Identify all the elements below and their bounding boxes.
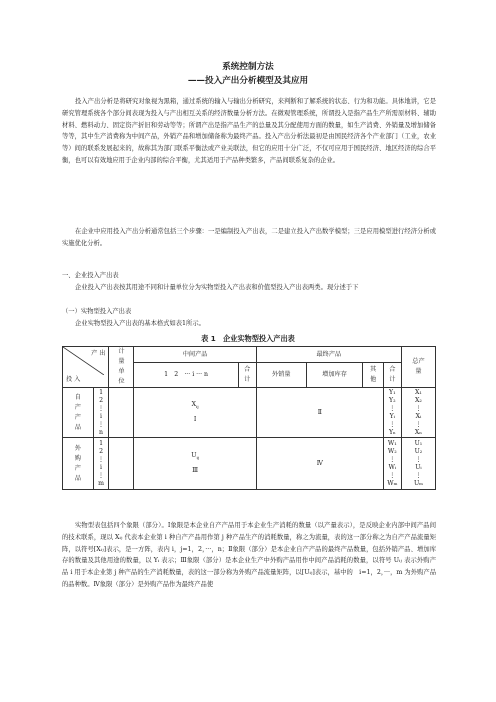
other-header: 其他 [363,363,383,388]
intro-paragraph-2: 在企业中应用投入产出分析通常包括三个步骤：一是编制投入产出表，二是建立投入产出数学模型；三是应用模型进行经济分析或实施优化分析。 [62,228,436,247]
total-output-own: X₁ X₂ ⋮ Xᵢ ⋮ Xₙ [401,388,435,438]
final-products-purchased: W₁ W₂ ⋮ Wᵢ ⋮ Wₘ [383,438,401,490]
unit-cell-own [109,388,134,438]
page-subtitle: ——投入产出分析模型及其应用 [187,76,309,86]
quadrant-2: Ⅱ [256,388,383,438]
subsection-paragraph: 企业实物型投入产出表的基本格式如表1所示。 [75,320,205,327]
intermediate-columns: 1 2 ··· i ··· n [134,363,238,388]
quadrant-3: $U_{ij}$ Ⅲ [134,438,256,490]
total-header: 总产量 [401,347,435,388]
page-title: 系统控制方法 [222,62,274,72]
intermediate-subtotal: 合计 [238,363,256,388]
section-paragraph: 企业投入产出表按其用途不同和计量单位分为实物型投入产出表和价值型投入产出表两类。现分述于下 [75,284,359,291]
final-products-own: Y₁ Y₂ ⋮ Yᵢ ⋮ Yₙ [383,388,401,438]
unit-header: 计量单位 [109,347,134,388]
section-heading: 一、企业投入产出表 [62,272,119,279]
final-header: 最终产品 [256,347,401,363]
group-label-purchased: 外购产品 [63,438,94,490]
total-output-purchased: U₁ U₂ ⋮ Uᵢ ⋮ Uₘ [401,438,435,490]
row-index-purchased: 1 2 ⋮ i ⋮ m [93,438,109,490]
unit-cell-purchased [109,438,134,490]
quadrant-1: $X_{ij}$ Ⅰ [134,388,256,438]
subsection-heading: （一）实物型投入产出表 [62,308,132,315]
group-label-own: 自产产品 [63,388,94,438]
intro-paragraph-1: 投入产出分析是将研究对象视为黑箱，通过系统的输入与输出分析研究，来判断和了解系统的状态、行为和功能。具体地讲，它是研究管理系统各个部分间表现为投入与产出相互关系的经济数量分析方法。在微观管理系统，所谓投入是指产品生产所需原材料、辅助材料、燃料动力、固定资产折旧和劳动等等；所谓产出是指产品生产的总量及其分配使用方面的数量，如生产消费、外销量及增加储备等等，其中生产消费称为中间产品，外销产品和增加储备称为最终产品。投入产出分析法最初是由国民经济各个产业部门（工业，农业等）间的联系发展起来的，故称其为部门联系平衡法或产业关联法，但它的应用十分广泛，不仅可应用于国民经济、地区经济的综合平衡，也可以有效地应用于企业内部的综合平衡，尤其适用于产品种类繁多，产品间联系复杂的企业。 [62,98,436,164]
corner-input-label: 投 入 [66,376,81,383]
stock-header: 增加库存 [306,363,363,388]
final-subtotal: 合计 [383,363,401,388]
quadrant-explanation: 实物型表包括四个象限（部分）。Ⅰ象限是本企业自产产品用于本企业生产消耗的数量（以产量表示），是反映企业内部中间产品间的技术联系，现以 Xᵢⱼ 代表本企业第 i 种自产产品用作第 j 种产品生产的消耗数量，称之为流量，表的这一部分称之为自产产品流量矩阵，以符号[Xᵢⱼ]表示，是一方阵，表内 i，j=1，2，···，n；Ⅱ象限（部分）是本企业自产产品的最终产品数量，包括外销产品、增加库存的数量及其他用途的数量，以 Yᵢ 表示；Ⅲ象限（部分）是本企业生产中外购产品用作中间产品消耗的数量，以符号 Uᵢⱼ 表示外购产品 i 用于本企业第 j 种产品的生产消耗数量，表的这一部分称为外购产品流量矩阵，以[Uᵢⱼ]表示，基中的 i=1，2，···，m 为外购产品的品种数。Ⅳ象限（部分）是外购产品作为最终产品使 [62,522,436,588]
io-table [62,346,436,490]
table-caption: 表 1 企业实物型投入产出表 [201,334,295,343]
export-header: 外销量 [256,363,306,388]
quadrant-4: Ⅳ [256,438,383,490]
table-corner-cell [63,347,109,388]
row-index-own: 1 2 ⋮ i ⋮ n [93,388,109,438]
intermediate-header: 中间产品 [134,347,256,363]
corner-output-label: 产 出 [91,350,106,357]
